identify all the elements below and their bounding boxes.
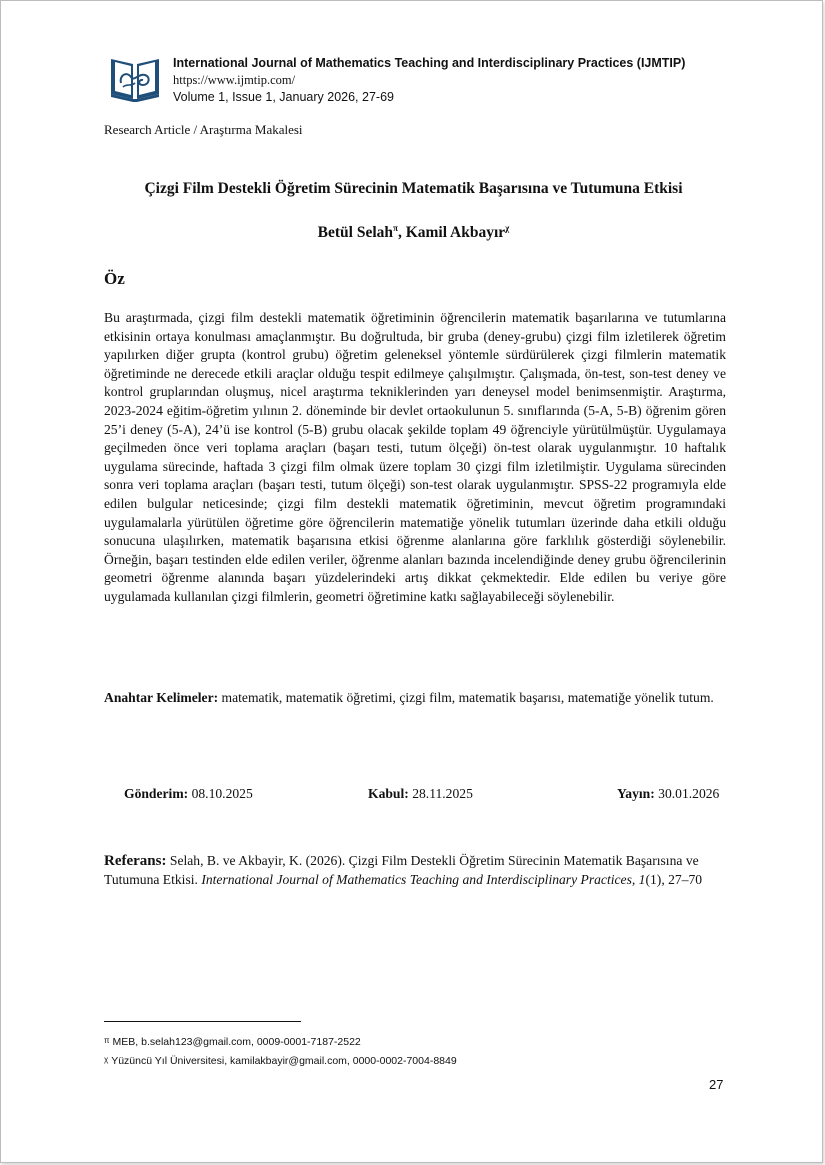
keywords	[104, 688, 726, 708]
author-separator: ,	[397, 224, 406, 242]
date-submitted	[124, 786, 253, 802]
reference-journal: International Journal of Mathematics Teaching and Interdisciplinary Practices, 1	[201, 871, 646, 887]
keywords-text: matematik, matematik öğretimi, çizgi film, matematik başarısı, matematiğe yönelik tutum.	[218, 690, 714, 705]
reference-text: Selah, B. ve Akbayir, K. (2026). Çizgi Film Destekli Öğretim Sürecinin Matematik Başarısına ve Tutumuna Etkisi.	[104, 853, 699, 887]
footnote-item	[104, 1032, 457, 1051]
journal-issue: Volume 1, Issue 1, January 2026, 27-69	[173, 90, 394, 104]
abstract-heading: Öz	[104, 269, 125, 288]
author-name: Betül Selah	[317, 224, 393, 242]
date-accepted-label: Kabul:	[368, 786, 409, 801]
abstract-text: Bu araştırmada, çizgi film destekli matematik öğretiminin öğrencilerin matematik başarılarına ve tutumlarına etkisinin ortaya konulması amaçlanmıştır. Bu doğrultuda, bir gruba (deney-grubu) çizgi film izletilerek öğretim yapılırken diğer grupta (kontrol grubu) öğretim geleneksel yöntemle sürdürülerek çizgi filmlerin matematik öğretiminde ne derecede etkili araçlar olduğu tespit edilmeye çalışılmıştır. Çalışmada, ön-test, son-test deney ve kontrol gruplarından oluşmuş, nicel araştırma tekniklerinden yarı deneysel model benimsenmiştir. Araştırma, 2023-2024 eğitim-öğretim yılının 2. döneminde bir devlet ortaokulunun 5. sınıflarında (5-A, 5-B) öğrenim gören 25’i deney (5-A), 24’ü ise kontrol (5-B) grubu olacak şekilde toplam 49 öğrenciyle yürütülmüştür. Uygulamaya geçilmeden önce veri toplama araçları (başarı testi, tutum ölçeği) ön-test olarak uygulanmıştır. 10 haftalık uygulama sürecinde, haftada 3 çizgi film olmak üzere toplam 30 çizgi film izletilmiştir. Uygulama sürecinden sonra veri toplama araçları (başarı testi, tutum ölçeği) son-test olarak uygulanmıştır. SPSS-22 programıyla elde edilen bulgular neticesinde; çizgi film destekli matematik öğretiminin, mevcut öğretim programındaki uygulamalarla yürütülen öğretime göre öğrencilerin matematiğe yönelik tutumları üzerinde daha etkili olduğu sonucuna ulaşılırken, matematik başarısına etkisi öğrenme alanlarına göre farklılık gösterdiği söylenebilir. Örneğin, başarı testinden elde edilen veriler, öğrenme alanları bazında incelendiğinde deney grubu öğrencilerinin geometri öğrenme alanında başarı yüzdelerindeki artış dikkat çekmektedir. Elde edilen bu veriye göre uygulamada kullanılan çizgi filmlerin, geometri öğretimine katkı sağlayabileceği söylenebilir.	[104, 310, 726, 604]
date-published-label: Yayın:	[617, 786, 655, 801]
date-published	[617, 786, 719, 802]
reference-label: Referans:	[104, 853, 167, 869]
footnote-item	[104, 1051, 457, 1070]
page-number: 27	[709, 1077, 724, 1092]
journal-url[interactable]: https://www.ijmtip.com/	[173, 73, 296, 87]
article-title: Çizgi Film Destekli Öğretim Sürecinin Matematik Başarısına ve Tutumuna Etkisi	[144, 180, 683, 197]
journal-name: International Journal of Mathematics Teaching and Interdisciplinary Practices (IJMTIP)	[173, 56, 686, 70]
author-mark: χ	[505, 223, 510, 233]
footnote-text: MEB, b.selah123@gmail.com, 0009-0001-7187-2522	[112, 1036, 361, 1048]
author-name: Kamil Akbayır	[405, 224, 506, 242]
footnotes	[104, 1032, 457, 1070]
footnote-text: Yüzüncü Yıl Üniversitesi, kamilakbayir@gmail.com, 0000-0002-7004-8849	[111, 1055, 457, 1067]
author-mark: π	[393, 223, 398, 233]
reference-issue: (1), 27–70	[645, 871, 703, 887]
date-submitted-value: 08.10.2025	[188, 786, 253, 801]
footnote-mark: π	[104, 1036, 110, 1045]
date-accepted-value: 28.11.2025	[408, 786, 473, 801]
journal-logo-icon	[109, 53, 161, 103]
journal-header	[173, 55, 685, 106]
date-submitted-label: Gönderim:	[124, 786, 189, 801]
citation-reference	[104, 852, 726, 888]
date-accepted	[368, 786, 473, 802]
date-published-value: 30.01.2026	[654, 786, 720, 801]
author-list	[1, 223, 825, 242]
footnote-mark: χ	[104, 1055, 109, 1064]
article-type: Research Article / Araştırma Makalesi	[104, 122, 303, 137]
keywords-label: Anahtar Kelimeler:	[104, 690, 219, 705]
footnote-divider	[104, 1021, 301, 1022]
